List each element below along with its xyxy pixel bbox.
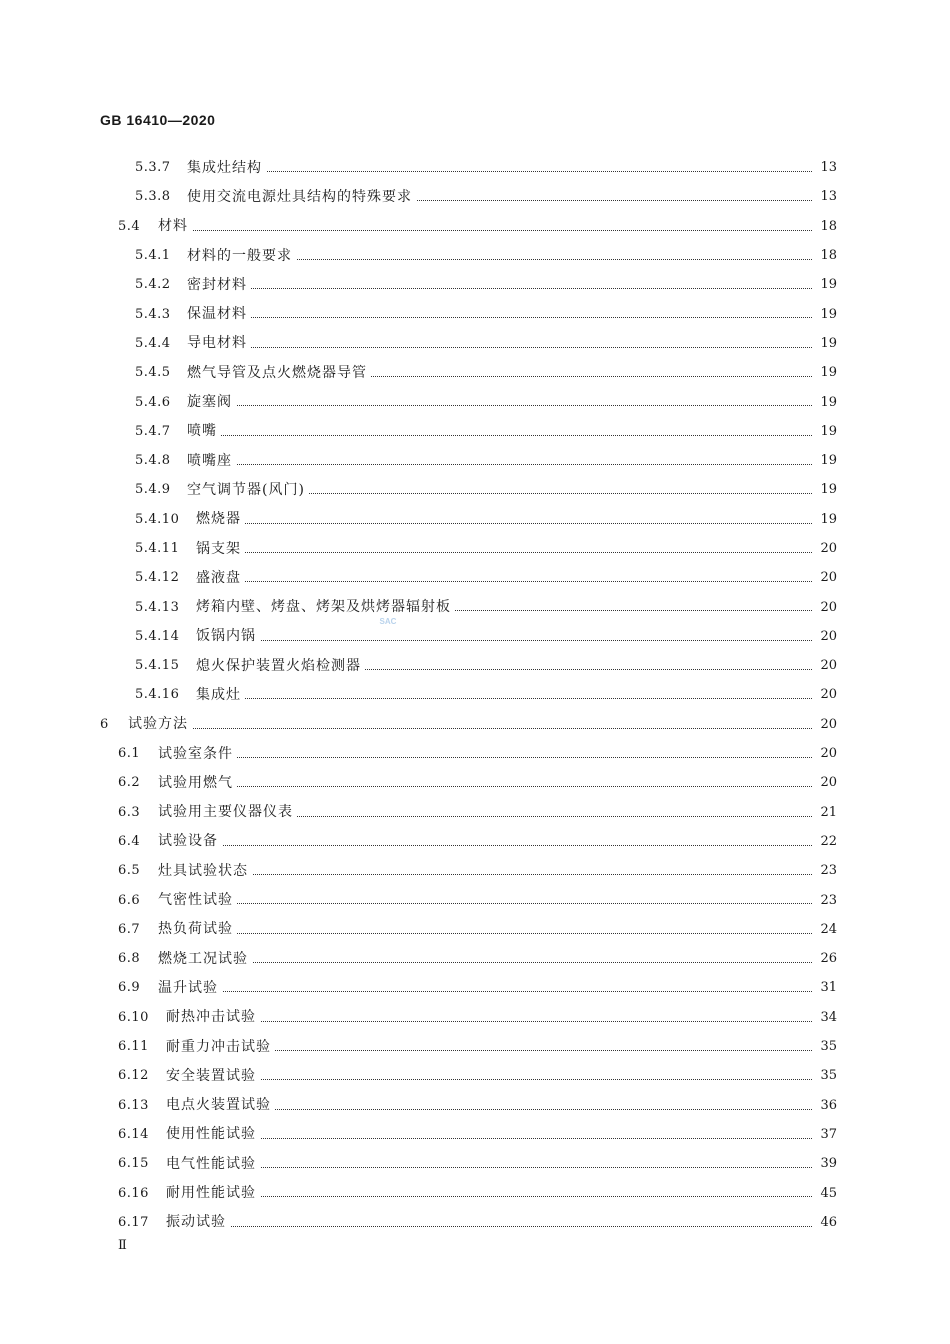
toc-entry[interactable] <box>0 329 950 358</box>
table-of-contents <box>0 153 950 1237</box>
toc-entry-page: 23 <box>813 894 837 907</box>
toc-entry-number: 6 <box>100 716 109 732</box>
toc-entry-page: 19 <box>813 278 837 291</box>
toc-entry[interactable] <box>0 299 950 328</box>
toc-entry[interactable] <box>0 153 950 182</box>
dot-leader <box>166 1020 822 1022</box>
toc-entry-page: 19 <box>813 513 837 526</box>
toc-entry-number: 5.4.6 <box>135 394 171 410</box>
toc-entry-page: 20 <box>813 630 837 643</box>
toc-entry[interactable] <box>0 1061 950 1090</box>
toc-entry[interactable] <box>0 622 950 651</box>
toc-entry-number: 6.2 <box>118 775 141 791</box>
watermark-logo: SAC <box>379 616 397 626</box>
toc-entry-title: 喷嘴 <box>187 424 221 438</box>
standard-code-header: GB 16410—2020 <box>100 112 216 128</box>
toc-entry-number: 5.4.11 <box>135 541 180 556</box>
toc-entry[interactable] <box>0 270 950 299</box>
toc-entry-number: 6.4 <box>118 833 141 849</box>
toc-entry-number: 5.3.8 <box>135 189 171 205</box>
toc-entry[interactable] <box>0 1149 950 1178</box>
toc-entry-title: 集成灶 <box>196 688 245 702</box>
toc-entry-page: 31 <box>813 981 837 994</box>
toc-entry-title: 导电材料 <box>187 336 251 350</box>
toc-entry-number: 5.4.8 <box>135 453 171 469</box>
toc-entry-page: 26 <box>813 952 837 965</box>
dot-leader <box>187 434 822 436</box>
dot-leader <box>128 727 822 729</box>
toc-entry-page: 13 <box>813 161 837 174</box>
toc-entry-number: 5.4.12 <box>135 570 180 586</box>
dot-leader <box>158 229 822 231</box>
dot-leader <box>158 873 822 875</box>
dot-leader <box>187 287 822 289</box>
toc-entry-title: 空气调节器(风门) <box>187 483 309 497</box>
toc-entry-title: 集成灶结构 <box>187 161 266 175</box>
toc-entry-number: 5.4.3 <box>135 306 171 322</box>
toc-entry[interactable] <box>0 1208 950 1237</box>
toc-entry-title: 使用性能试验 <box>166 1127 260 1141</box>
toc-entry-number: 5.4.14 <box>135 628 180 644</box>
toc-entry[interactable] <box>0 739 950 768</box>
toc-entry-title: 试验用燃气 <box>158 776 237 790</box>
dot-leader <box>158 844 822 846</box>
toc-entry-page: 23 <box>813 864 837 877</box>
dot-leader <box>196 697 822 699</box>
dot-leader <box>158 961 822 963</box>
dot-leader <box>158 902 822 904</box>
toc-entry-title: 安全装置试验 <box>166 1069 260 1083</box>
toc-entry[interactable] <box>0 505 950 534</box>
toc-entry-title: 盛液盘 <box>196 571 245 585</box>
toc-entry-number: 6.3 <box>118 804 141 820</box>
toc-entry[interactable] <box>0 651 950 680</box>
toc-entry-title: 材料 <box>158 219 192 233</box>
dot-leader <box>187 346 822 348</box>
toc-entry-title: 饭锅内锅 <box>196 629 260 643</box>
toc-entry-number: 5.4.2 <box>135 277 171 293</box>
toc-entry-page: 19 <box>813 308 837 321</box>
toc-entry-title: 锅支架 <box>196 542 245 556</box>
toc-entry-number: 5.4.15 <box>135 658 180 674</box>
toc-entry-title: 耐重力冲击试验 <box>166 1040 275 1054</box>
toc-entry-page: 39 <box>813 1157 837 1170</box>
toc-entry-number: 6.13 <box>118 1097 149 1113</box>
toc-entry[interactable] <box>0 915 950 944</box>
toc-entry-title: 旋塞阀 <box>187 395 236 409</box>
toc-entry[interactable] <box>0 1120 950 1149</box>
toc-entry[interactable] <box>0 182 950 211</box>
dot-leader <box>187 170 822 172</box>
toc-entry[interactable] <box>0 212 950 241</box>
toc-entry-page: 20 <box>813 571 837 584</box>
dot-leader <box>166 1195 822 1197</box>
toc-entry[interactable] <box>0 563 950 592</box>
dot-leader <box>196 522 822 524</box>
toc-entry-page: 20 <box>813 747 837 760</box>
toc-entry[interactable] <box>0 827 950 856</box>
dot-leader <box>196 551 822 553</box>
dot-leader <box>166 1166 822 1168</box>
toc-entry-title: 试验用主要仪器仪表 <box>158 805 297 819</box>
dot-leader <box>187 463 822 465</box>
toc-entry-title: 试验方法 <box>128 717 192 731</box>
toc-entry-title: 耐热冲击试验 <box>166 1010 260 1024</box>
toc-entry-title: 耐用性能试验 <box>166 1186 260 1200</box>
toc-entry-title: 气密性试验 <box>158 893 237 907</box>
toc-entry-number: 5.4.13 <box>135 599 180 615</box>
dot-leader <box>158 932 822 934</box>
toc-entry[interactable] <box>0 856 950 885</box>
toc-entry-number: 6.9 <box>118 980 141 996</box>
dot-leader <box>196 580 822 582</box>
toc-entry-page: 19 <box>813 425 837 438</box>
toc-entry-page: 19 <box>813 396 837 409</box>
toc-entry-page: 20 <box>813 542 837 555</box>
toc-entry[interactable] <box>0 1178 950 1207</box>
toc-entry-page: 19 <box>813 366 837 379</box>
toc-entry-number: 5.4.5 <box>135 365 171 381</box>
toc-entry-page: 20 <box>813 659 837 672</box>
toc-entry-page: 19 <box>813 337 837 350</box>
toc-entry[interactable] <box>0 798 950 827</box>
toc-entry-number: 5.4.4 <box>135 335 171 351</box>
toc-entry-number: 5.4.9 <box>135 482 171 498</box>
toc-entry-title: 材料的一般要求 <box>187 249 296 263</box>
toc-entry-page: 19 <box>813 454 837 467</box>
toc-entry-page: 20 <box>813 718 837 731</box>
toc-entry-title: 电点火装置试验 <box>166 1098 275 1112</box>
dot-leader <box>166 1137 822 1139</box>
dot-leader <box>196 639 822 641</box>
toc-entry-page: 37 <box>813 1128 837 1141</box>
toc-entry[interactable] <box>0 446 950 475</box>
toc-entry-page: 45 <box>813 1187 837 1200</box>
toc-entry[interactable] <box>0 475 950 504</box>
toc-entry[interactable] <box>0 768 950 797</box>
toc-entry[interactable] <box>0 944 950 973</box>
toc-entry[interactable] <box>0 1032 950 1061</box>
toc-entry[interactable] <box>0 680 950 709</box>
toc-entry-page: 20 <box>813 601 837 614</box>
toc-entry-number: 6.10 <box>118 1009 149 1025</box>
toc-entry-page: 20 <box>813 688 837 701</box>
dot-leader <box>187 316 822 318</box>
toc-entry-title: 温升试验 <box>158 981 222 995</box>
toc-entry[interactable] <box>0 1091 950 1120</box>
toc-entry-number: 6.17 <box>118 1214 149 1230</box>
toc-entry-number: 5.4 <box>118 218 141 234</box>
toc-entry-title: 保温材料 <box>187 307 251 321</box>
toc-entry[interactable] <box>0 387 950 416</box>
toc-entry-number: 6.7 <box>118 921 141 937</box>
toc-entry-page: 18 <box>813 220 837 233</box>
toc-entry-title: 熄火保护装置火焰检测器 <box>196 659 365 673</box>
toc-entry-number: 5.4.7 <box>135 423 171 439</box>
toc-entry-page: 36 <box>813 1099 837 1112</box>
toc-entry-title: 热负荷试验 <box>158 922 237 936</box>
toc-entry-page: 46 <box>813 1216 837 1229</box>
dot-leader <box>158 990 822 992</box>
toc-entry-page: 35 <box>813 1040 837 1053</box>
toc-entry[interactable] <box>0 1003 950 1032</box>
page-number-footer: Ⅱ <box>118 1238 127 1253</box>
toc-entry-number: 6.14 <box>118 1126 149 1142</box>
toc-entry-number: 6.16 <box>118 1185 149 1201</box>
toc-entry-page: 18 <box>813 249 837 262</box>
toc-entry[interactable] <box>0 885 950 914</box>
toc-entry-page: 24 <box>813 923 837 936</box>
toc-entry-title: 密封材料 <box>187 278 251 292</box>
dot-leader <box>166 1225 822 1227</box>
toc-entry-page: 20 <box>813 776 837 789</box>
toc-entry-title: 试验设备 <box>158 834 222 848</box>
toc-entry[interactable] <box>0 973 950 1002</box>
toc-entry[interactable] <box>0 417 950 446</box>
toc-entry-number: 5.3.7 <box>135 160 171 176</box>
dot-leader <box>166 1078 822 1080</box>
toc-entry-number: 6.1 <box>118 746 141 762</box>
toc-entry[interactable] <box>0 534 950 563</box>
toc-entry-number: 5.4.1 <box>135 248 171 264</box>
dot-leader <box>187 404 822 406</box>
toc-entry-title: 燃气导管及点火燃烧器导管 <box>187 366 371 380</box>
toc-entry-number: 6.12 <box>118 1068 149 1084</box>
toc-entry[interactable] <box>0 241 950 270</box>
toc-entry-number: 5.4.10 <box>135 511 180 527</box>
toc-entry-number: 6.6 <box>118 892 141 908</box>
toc-entry-number: 6.5 <box>118 863 141 879</box>
toc-entry-number: 5.4.16 <box>135 687 180 703</box>
toc-entry-title: 电气性能试验 <box>166 1157 260 1171</box>
toc-entry-title: 灶具试验状态 <box>158 864 252 878</box>
toc-entry-title: 燃烧器 <box>196 512 245 526</box>
toc-entry-number: 6.8 <box>118 951 141 967</box>
toc-entry[interactable] <box>0 358 950 387</box>
toc-entry[interactable] <box>0 710 950 739</box>
toc-entry-title: 试验室条件 <box>158 747 237 761</box>
toc-entry-number: 6.15 <box>118 1156 149 1172</box>
toc-entry-number: 6.11 <box>118 1039 149 1055</box>
toc-entry-title: 振动试验 <box>166 1215 230 1229</box>
toc-entry-title: 喷嘴座 <box>187 454 236 468</box>
toc-entry-page: 34 <box>813 1011 837 1024</box>
toc-entry-title: 燃烧工况试验 <box>158 952 252 966</box>
dot-leader <box>158 785 822 787</box>
toc-entry-page: 21 <box>813 806 837 819</box>
toc-entry-page: 35 <box>813 1069 837 1082</box>
toc-entry[interactable] <box>0 592 950 621</box>
toc-entry-page: 13 <box>813 190 837 203</box>
toc-entry-page: 22 <box>813 835 837 848</box>
toc-entry-title: 烤箱内壁、烤盘、烤架及烘烤器辐射板 <box>196 600 455 614</box>
dot-leader <box>158 756 822 758</box>
toc-entry-page: 19 <box>813 483 837 496</box>
toc-entry-title: 使用交流电源灶具结构的特殊要求 <box>187 190 416 204</box>
